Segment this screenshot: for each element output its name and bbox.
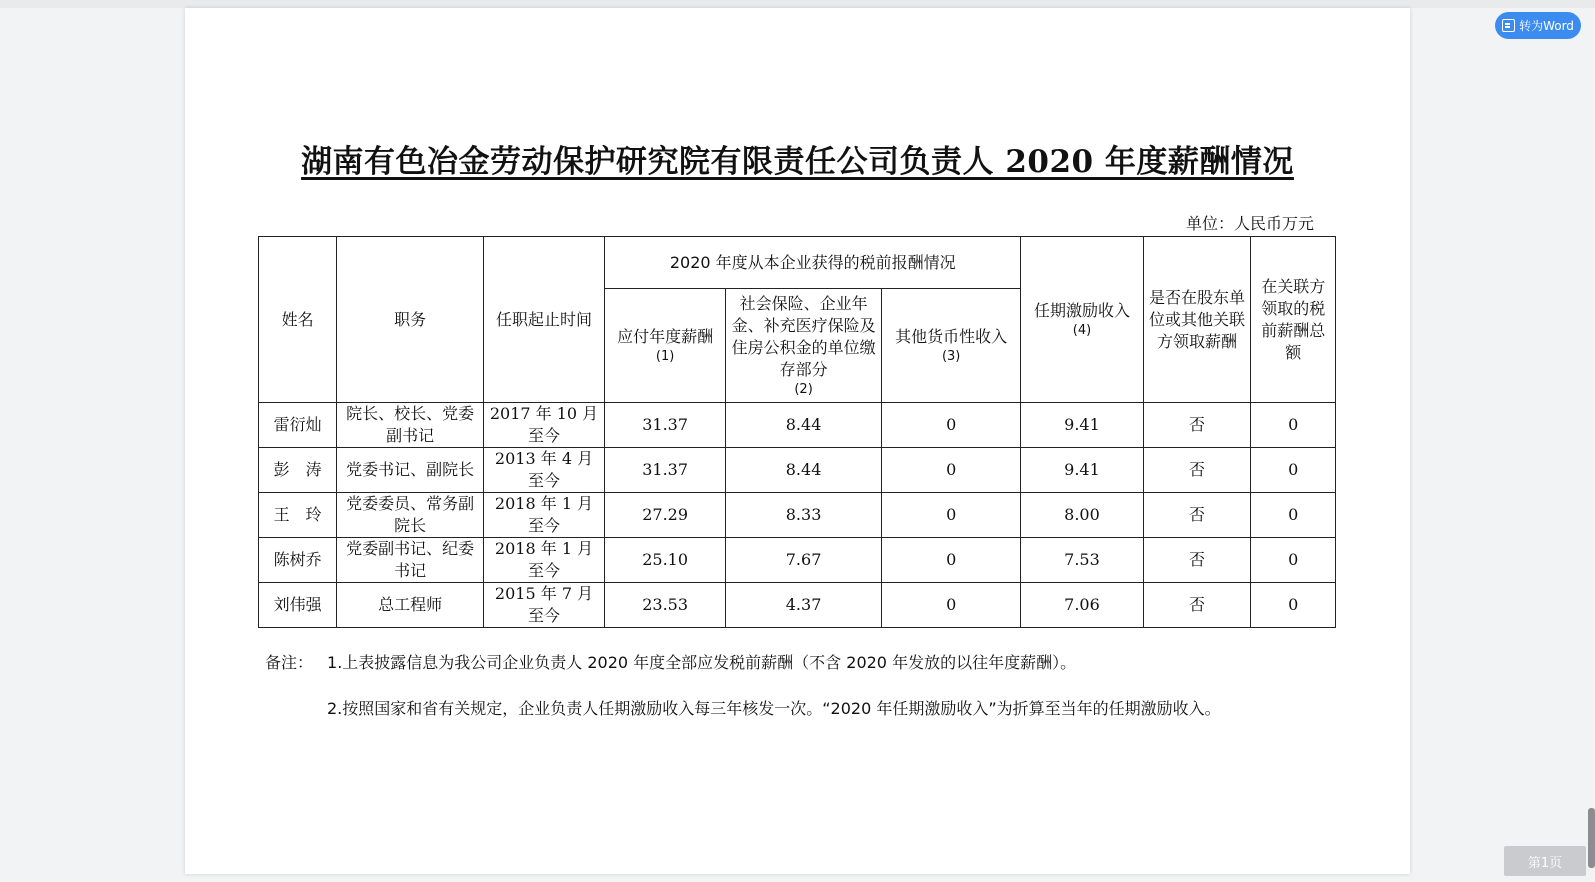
compensation-table bbox=[258, 236, 1336, 628]
cell-shareholder: 否 bbox=[1143, 538, 1251, 583]
cell-name: 王 玲 bbox=[259, 493, 337, 538]
header-other-income bbox=[881, 289, 1020, 403]
cell-shareholder: 否 bbox=[1143, 448, 1251, 493]
header-salary-label: 应付年度薪酬 bbox=[617, 326, 714, 346]
cell-tenure: 2017 年 10 月至今 bbox=[483, 403, 604, 448]
notes-label: 备注： bbox=[265, 653, 314, 672]
header-related-total: 在关联方领取的税前薪酬总额 bbox=[1251, 237, 1336, 403]
header-tenure: 任职起止时间 bbox=[483, 237, 604, 403]
cell-related: 0 bbox=[1251, 448, 1336, 493]
cell-incentive: 8.00 bbox=[1021, 493, 1143, 538]
cell-insurance: 8.33 bbox=[726, 493, 882, 538]
viewer-top-bar bbox=[0, 0, 1595, 8]
cell-salary: 23.53 bbox=[605, 583, 726, 628]
header-other-index: (3) bbox=[941, 348, 961, 364]
header-incentive bbox=[1021, 237, 1143, 403]
header-insurance-index: (2) bbox=[794, 381, 813, 397]
header-other-label: 其他货币性收入 bbox=[895, 326, 1008, 346]
table-row bbox=[259, 493, 1336, 538]
table-row bbox=[259, 403, 1336, 448]
cell-shareholder: 否 bbox=[1143, 403, 1251, 448]
document-icon bbox=[1502, 19, 1515, 32]
cell-other: 0 bbox=[881, 583, 1020, 628]
header-salary bbox=[605, 289, 726, 403]
convert-to-word-button[interactable] bbox=[1495, 12, 1581, 39]
cell-incentive: 7.53 bbox=[1021, 538, 1143, 583]
cell-related: 0 bbox=[1251, 538, 1336, 583]
cell-tenure: 2018 年 1 月至今 bbox=[483, 538, 604, 583]
note-2: 2.按照国家和省有关规定，企业负责人任期激励收入每三年核发一次。“2020 年任期激励收入”为折算至当年的任期激励收入。 bbox=[327, 699, 1221, 718]
header-pretax-group: 2020 年度从本企业获得的税前报酬情况 bbox=[605, 237, 1021, 289]
header-incentive-label: 任期激励收入 bbox=[1033, 300, 1130, 320]
header-incentive-index: (4) bbox=[1072, 322, 1092, 338]
header-insurance-label: 社会保险、企业年金、补充医疗保险及住房公积金的单位缴存部分 bbox=[731, 293, 876, 379]
cell-salary: 25.10 bbox=[605, 538, 726, 583]
cell-name: 雷衍灿 bbox=[259, 403, 337, 448]
cell-insurance: 4.37 bbox=[726, 583, 882, 628]
document-title: 湖南有色冶金劳动保护研究院有限责任公司负责人 2020 年度薪酬情况 bbox=[301, 144, 1294, 180]
cell-other: 0 bbox=[881, 493, 1020, 538]
cell-other: 0 bbox=[881, 448, 1020, 493]
cell-shareholder: 否 bbox=[1143, 493, 1251, 538]
table-row bbox=[259, 448, 1336, 493]
cell-insurance: 8.44 bbox=[726, 448, 882, 493]
header-position: 职务 bbox=[337, 237, 484, 403]
cell-incentive: 9.41 bbox=[1021, 403, 1143, 448]
cell-position: 党委书记、副院长 bbox=[337, 448, 484, 493]
cell-name: 刘伟强 bbox=[259, 583, 337, 628]
cell-position: 党委委员、常务副院长 bbox=[337, 493, 484, 538]
cell-related: 0 bbox=[1251, 403, 1336, 448]
cell-name: 陈树乔 bbox=[259, 538, 337, 583]
currency-unit: 单位：人民币万元 bbox=[1185, 214, 1314, 233]
cell-position: 总工程师 bbox=[337, 583, 484, 628]
cell-related: 0 bbox=[1251, 493, 1336, 538]
cell-salary: 27.29 bbox=[605, 493, 726, 538]
cell-insurance: 8.44 bbox=[726, 403, 882, 448]
cell-insurance: 7.67 bbox=[726, 538, 882, 583]
cell-other: 0 bbox=[881, 403, 1020, 448]
cell-related: 0 bbox=[1251, 583, 1336, 628]
cell-position: 院长、校长、党委副书记 bbox=[337, 403, 484, 448]
page-indicator[interactable]: 第1页 bbox=[1504, 846, 1586, 876]
note-1 bbox=[265, 650, 1076, 673]
cell-position: 党委副书记、纪委书记 bbox=[337, 538, 484, 583]
cell-name: 彭 涛 bbox=[259, 448, 337, 493]
table-body bbox=[259, 403, 1336, 628]
table-row bbox=[259, 538, 1336, 583]
cell-tenure: 2015 年 7 月至今 bbox=[483, 583, 604, 628]
convert-to-word-label: 转为Word bbox=[1519, 19, 1574, 33]
cell-salary: 31.37 bbox=[605, 448, 726, 493]
header-insurance bbox=[726, 289, 882, 403]
scrollbar-thumb[interactable] bbox=[1588, 808, 1595, 868]
table-row bbox=[259, 583, 1336, 628]
cell-salary: 31.37 bbox=[605, 403, 726, 448]
cell-shareholder: 否 bbox=[1143, 583, 1251, 628]
cell-other: 0 bbox=[881, 538, 1020, 583]
note-1-text: 1.上表披露信息为我公司企业负责人 2020 年度全部应发税前薪酬（不含 2020 年发放的以往年度薪酬）。 bbox=[327, 653, 1077, 672]
header-name: 姓名 bbox=[259, 237, 337, 403]
document-page bbox=[185, 8, 1410, 874]
cell-incentive: 9.41 bbox=[1021, 448, 1143, 493]
cell-tenure: 2013 年 4 月至今 bbox=[483, 448, 604, 493]
cell-tenure: 2018 年 1 月至今 bbox=[483, 493, 604, 538]
cell-incentive: 7.06 bbox=[1021, 583, 1143, 628]
header-salary-index: (1) bbox=[655, 348, 675, 364]
header-shareholder: 是否在股东单位或其他关联方领取薪酬 bbox=[1143, 237, 1251, 403]
